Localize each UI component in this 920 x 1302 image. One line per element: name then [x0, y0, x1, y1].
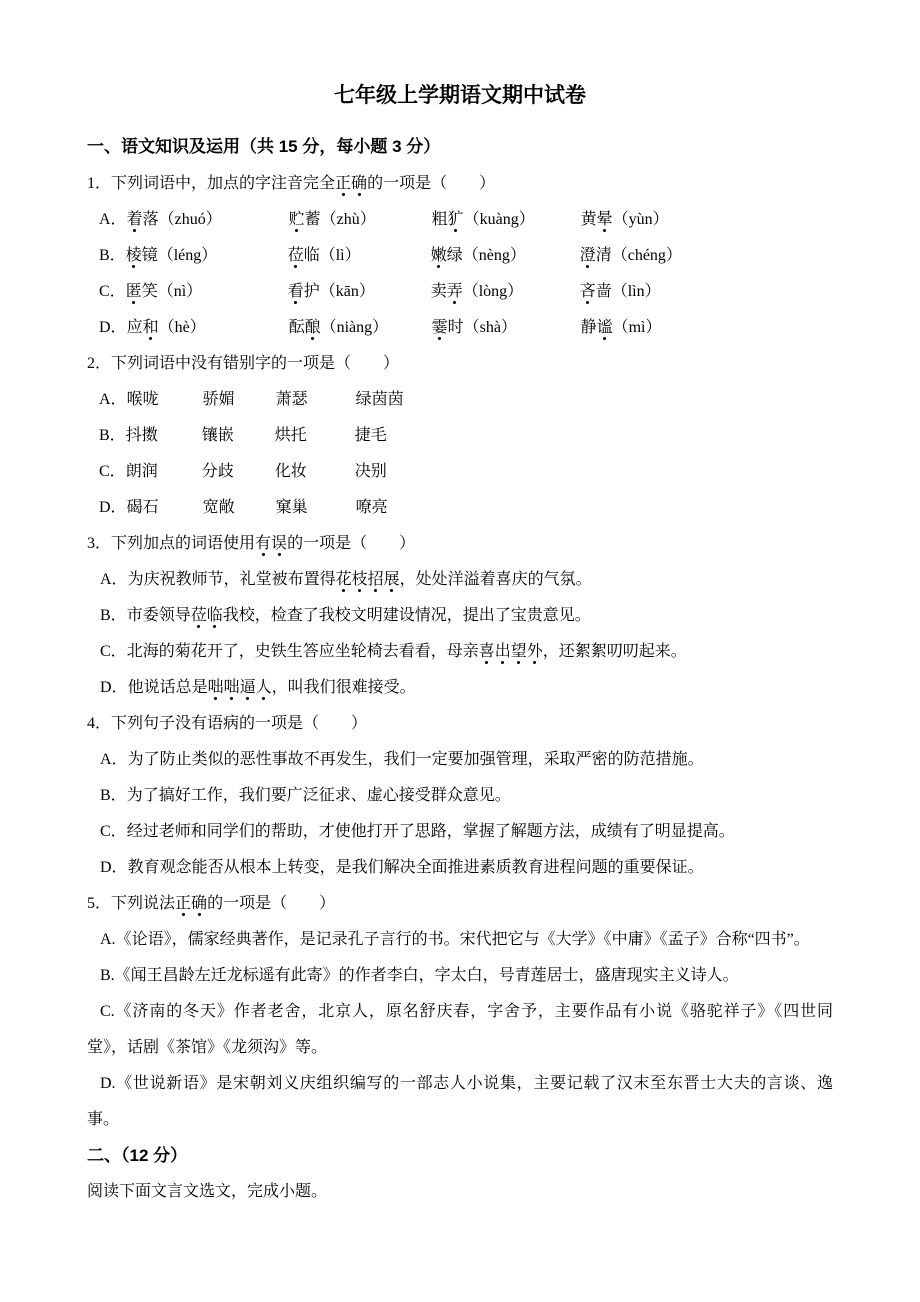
emphasized-char: 人: [255, 679, 272, 696]
option-label: B.: [100, 967, 115, 984]
text-run: 绿: [446, 247, 463, 264]
option-sentence: [87, 742, 833, 778]
word-item: 喉咙: [126, 391, 159, 408]
word-item: [432, 202, 581, 238]
option-label: D．: [99, 499, 127, 516]
word-text: [126, 247, 158, 264]
emphasized-char: 正: [175, 895, 192, 912]
text-run: 下列加点的词语使用: [111, 535, 256, 552]
emphasized-char: 犷: [447, 211, 464, 228]
question-stem: [87, 346, 833, 382]
option-sentence: [87, 778, 833, 814]
word-item: 萧瑟: [275, 391, 308, 408]
emphasized-char: 展: [383, 571, 400, 588]
option-row: [87, 274, 833, 310]
question-stem: [87, 886, 833, 922]
option-label: C．: [100, 823, 127, 840]
option-row: [87, 238, 833, 274]
word-item: 窠巢: [275, 499, 308, 516]
option-sentence: [87, 994, 833, 1066]
pinyin-annotation: （kān）: [319, 283, 375, 300]
text-run: 酝: [288, 319, 305, 336]
emphasized-char: 招: [367, 571, 384, 588]
pinyin-annotation: （zhuó）: [158, 211, 222, 228]
word-text: [432, 319, 464, 336]
word-text: [127, 211, 159, 228]
pinyin-annotation: （léng）: [157, 247, 218, 264]
emphasized-char: 花: [335, 571, 352, 588]
emphasized-char: 棱: [125, 247, 142, 264]
word-item: [580, 238, 682, 274]
word-item: 抖擞: [125, 427, 158, 444]
text-run: ，处处洋溢着喜庆的气氛。: [399, 571, 592, 588]
word-item: [580, 274, 661, 310]
question-stem: [87, 166, 833, 202]
question-block-2: [87, 346, 833, 526]
option-label: A．: [100, 571, 128, 588]
passage-intro: 阅读下面文言文选文，完成小题。: [87, 1183, 328, 1200]
question-number: 4．: [87, 715, 112, 732]
word-item: [127, 310, 289, 346]
text-run: 镜: [141, 247, 158, 264]
emphasized-char: 弄: [446, 283, 463, 300]
text-run: 护: [303, 283, 320, 300]
option-sentence: [87, 634, 833, 670]
word-text: [581, 211, 613, 228]
pinyin-annotation: （chéng）: [611, 247, 682, 264]
question-number: 3．: [87, 535, 112, 552]
word-item: [288, 274, 431, 310]
pinyin-annotation: （mì）: [612, 319, 662, 336]
word-text: [288, 283, 320, 300]
emphasized-char: 临: [206, 607, 223, 624]
word-item: [431, 274, 580, 310]
word-item: [288, 238, 431, 274]
question-stem: [87, 706, 833, 742]
emphasized-char: 确: [191, 895, 208, 912]
text-run: 经过老师和同学们的帮助，才使他打开了思路，掌握了解题方法，成绩有了明显提高。: [126, 823, 735, 840]
text-run: 时: [447, 319, 464, 336]
option-row: [87, 490, 833, 526]
text-run: 北海的菊花开了，史铁生答应坐轮椅去看看，母亲: [126, 643, 479, 660]
word-text: [289, 319, 321, 336]
word-item: [127, 202, 289, 238]
word-item: [581, 310, 662, 346]
word-text: [580, 247, 612, 264]
word-text: [581, 319, 613, 336]
text-run: ，叫我们很难接受。: [271, 679, 416, 696]
emphasized-char: 外: [526, 643, 543, 660]
text-run: ，还絮絮叨叨起来。: [542, 643, 687, 660]
text-run: 《论语》，儒家经典著作，是记录孔子言行的书。宋代把它与《大学》《中庸》《孟子》合称“四书”。: [115, 931, 810, 948]
word-item: 绿茵茵: [355, 391, 404, 408]
option-label: C．: [99, 283, 126, 300]
pinyin-annotation: （yùn）: [612, 211, 669, 228]
text-run: 为了防止类似的恶性事故不再发生，我们一定要加强管理，采取严密的防范措施。: [127, 751, 704, 768]
word-item: 朗润: [125, 463, 158, 480]
word-item: [126, 274, 288, 310]
emphasized-char: 澄: [579, 247, 596, 264]
emphasized-char: 晕: [596, 211, 613, 228]
emphasized-char: 谧: [596, 319, 613, 336]
pinyin-annotation: （nì）: [157, 283, 203, 300]
option-label: B．: [100, 787, 127, 804]
pinyin-annotation: （hè）: [158, 319, 206, 336]
text-run: 为庆祝教师节，礼堂被布置得: [127, 571, 336, 588]
text-run: 啬: [595, 283, 612, 300]
option-sentence: [87, 598, 833, 634]
emphasized-char: 出: [494, 643, 511, 660]
pinyin-annotation: （lòng）: [462, 283, 524, 300]
word-item: 分歧: [201, 463, 234, 480]
text-run: 《世说新语》是宋朝刘义庆组织编写的一部志人小说集，主要记载了汉末至东晋士大夫的言谈、逸事。: [87, 1075, 833, 1128]
text-run: 落: [142, 211, 159, 228]
text-run: 下列说法: [111, 895, 176, 912]
text-run: 市委领导: [126, 607, 191, 624]
word-text: [431, 247, 463, 264]
word-item: 决别: [354, 463, 387, 480]
word-item: [126, 238, 288, 274]
pinyin-annotation: （kuàng）: [463, 211, 535, 228]
emphasized-char: 正: [335, 175, 352, 192]
option-sentence: [87, 1066, 833, 1138]
option-sentence: [87, 814, 833, 850]
word-text: [289, 211, 321, 228]
option-label: A．: [99, 211, 127, 228]
pinyin-annotation: （lìn）: [611, 283, 661, 300]
text-run: 他说话总是: [127, 679, 208, 696]
option-sentence: [87, 562, 833, 598]
text-run: 卖: [430, 283, 447, 300]
option-label: B．: [99, 427, 126, 444]
word-text: [432, 211, 464, 228]
emphasized-char: 吝: [579, 283, 596, 300]
text-run: 静: [580, 319, 597, 336]
option-row: [87, 310, 833, 346]
word-item: [431, 238, 580, 274]
text-run: 为了搞好工作，我们要广泛征求、虚心接受群众意见。: [126, 787, 511, 804]
text-run: 《济南的冬天》作者老舍，北京人，原名舒庆春，字舍予，主要作品有小说《骆驼祥子》《四世同堂》，话剧《茶馆》《龙须沟》等。: [87, 1003, 833, 1056]
option-label: C.: [100, 1003, 115, 1020]
word-item: [289, 310, 432, 346]
option-sentence: [87, 670, 833, 706]
text-run: 《闻王昌龄左迁龙标遥有此寄》的作者李白，字太白，号青莲居士，盛唐现实主义诗人。: [114, 967, 739, 984]
emphasized-char: 有: [255, 535, 272, 552]
emphasized-char: 嫩: [430, 247, 447, 264]
question-stem: [87, 526, 833, 562]
emphasized-char: 确: [351, 175, 368, 192]
text-run: 教育观念能否从根本上转变，是我们解决全面推进素质教育进程问题的重要保证。: [127, 859, 704, 876]
emphasized-char: 看: [287, 283, 304, 300]
word-text: [126, 283, 158, 300]
word-item: 宽敞: [202, 499, 235, 516]
question-number: 1．: [87, 175, 112, 192]
option-label: C．: [100, 643, 127, 660]
text-run: 下列词语中，加点的字注音完全: [111, 175, 336, 192]
text-run: 临: [303, 247, 320, 264]
emphasized-char: 着: [126, 211, 143, 228]
emphasized-char: 误: [271, 535, 288, 552]
option-label: C．: [99, 463, 126, 480]
page-title: 七年级上学期语文期中试卷: [334, 84, 586, 107]
question-block-1: [87, 166, 833, 346]
text-run: 下列句子没有语病的一项是（ ）: [111, 715, 368, 732]
section-2-heading: 二、（12 分）: [87, 1146, 188, 1165]
option-sentence: [87, 958, 833, 994]
word-item: [581, 202, 669, 238]
word-item: [432, 310, 581, 346]
question-list: [87, 166, 833, 1138]
emphasized-char: 莅: [287, 247, 304, 264]
question-number: 5．: [87, 895, 112, 912]
option-row: [87, 382, 833, 418]
text-run: 的一项是（ ）: [367, 175, 496, 192]
option-row: [87, 454, 833, 490]
text-run: 的一项是（ ）: [207, 895, 336, 912]
word-item: 镶嵌: [201, 427, 234, 444]
option-label: D．: [100, 859, 128, 876]
word-item: 骄媚: [202, 391, 235, 408]
word-item: 烘托: [274, 427, 307, 444]
word-text: [431, 283, 463, 300]
option-sentence: [87, 922, 833, 958]
text-run: 蓄: [304, 211, 321, 228]
text-run: 下列词语中没有错别字的一项是（ ）: [111, 355, 400, 372]
emphasized-char: 枝: [351, 571, 368, 588]
emphasized-char: 匿: [125, 283, 142, 300]
text-run: 笑: [141, 283, 158, 300]
pinyin-annotation: （nèng）: [462, 247, 526, 264]
emphasized-char: 喜: [478, 643, 495, 660]
word-item: 嘹亮: [355, 499, 388, 516]
text-run: 我校，检查了我校文明建设情况，提出了宝贵意见。: [222, 607, 591, 624]
option-label: D．: [99, 319, 127, 336]
option-label: A．: [99, 391, 127, 408]
question-block-5: [87, 886, 833, 1138]
word-item: 碣石: [126, 499, 159, 516]
option-label: D．: [100, 679, 128, 696]
emphasized-char: 望: [510, 643, 527, 660]
pinyin-annotation: （zhù）: [320, 211, 376, 228]
pinyin-annotation: （shà）: [463, 319, 517, 336]
question-block-3: [87, 526, 833, 706]
emphasized-char: 逼: [239, 679, 256, 696]
question-number: 2．: [87, 355, 112, 372]
option-row: [87, 418, 833, 454]
emphasized-char: 酿: [304, 319, 321, 336]
emphasized-char: 咄: [223, 679, 240, 696]
text-run: 清: [595, 247, 612, 264]
word-text: [288, 247, 320, 264]
pinyin-annotation: （niàng）: [320, 319, 389, 336]
option-label: A．: [100, 751, 128, 768]
word-text: [580, 283, 612, 300]
text-run: 的一项是（ ）: [287, 535, 416, 552]
emphasized-char: 莅: [190, 607, 207, 624]
option-sentence: [87, 850, 833, 886]
text-run: 黄: [580, 211, 597, 228]
pinyin-annotation: （lì）: [319, 247, 361, 264]
section-1-heading: 一、语文知识及运用（共 15 分，每小题 3 分）: [87, 137, 441, 156]
option-label: B．: [99, 247, 126, 264]
word-item: 捷毛: [354, 427, 387, 444]
text-run: 粗: [431, 211, 448, 228]
option-label: A.: [100, 931, 116, 948]
emphasized-char: 和: [142, 319, 159, 336]
word-text: [127, 319, 159, 336]
option-row: [87, 202, 833, 238]
option-label: D.: [100, 1075, 116, 1092]
word-item: 化妆: [274, 463, 307, 480]
emphasized-char: 贮: [288, 211, 305, 228]
word-item: [289, 202, 432, 238]
option-label: B．: [100, 607, 127, 624]
emphasized-char: 咄: [207, 679, 224, 696]
text-run: 应: [126, 319, 143, 336]
question-block-4: [87, 706, 833, 886]
emphasized-char: 霎: [431, 319, 448, 336]
